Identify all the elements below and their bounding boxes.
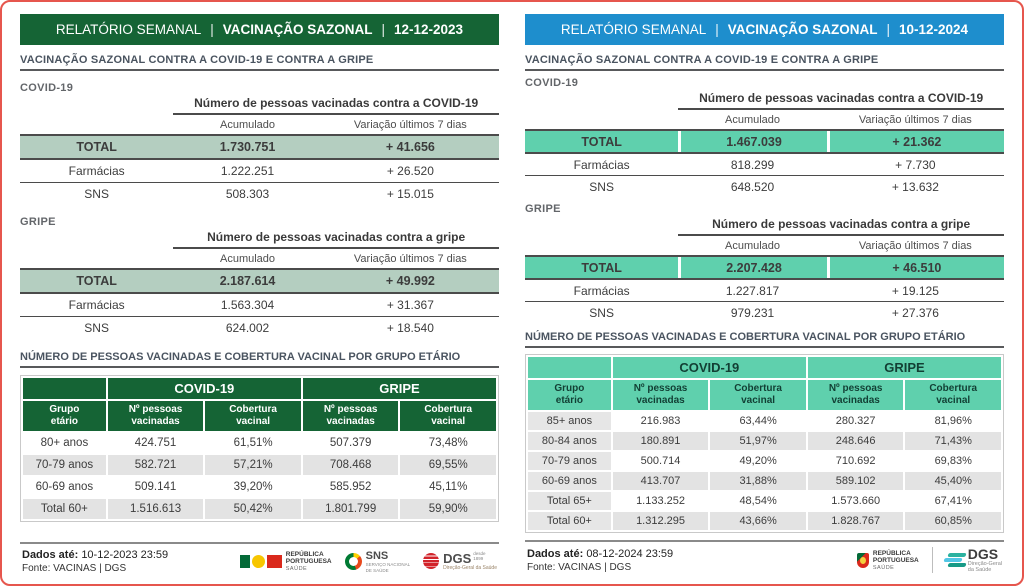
gripe-vacinadas-cell: 585.952: [303, 477, 399, 497]
row-variacao: + 15.015: [386, 187, 434, 201]
gripe-cobertura-cell: 71,43%: [905, 432, 1001, 450]
report-date: 12-12-2023: [394, 22, 464, 37]
row-label: TOTAL: [76, 140, 117, 154]
report-title-bold: VACINAÇÃO SAZONAL: [222, 22, 373, 37]
gripe-cobertura-cell: 73,48%: [400, 433, 496, 453]
report-title-regular: RELATÓRIO SEMANAL: [560, 22, 707, 37]
age-data-rows: [528, 412, 1001, 530]
col-acumulado: Acumulado: [724, 240, 781, 252]
covid-table-columns: [525, 110, 1004, 129]
gripe-label: GRIPE: [20, 216, 56, 228]
table-row: [20, 268, 499, 294]
row-label: SNS: [84, 321, 109, 335]
age-row: [23, 477, 496, 497]
covid-vacinadas-cell: 1.312.295: [613, 512, 709, 530]
age-group-cell: 80+ anos: [23, 433, 106, 453]
gripe-vacinadas-cell: 248.646: [808, 432, 904, 450]
gripe-cobertura-cell: 45,11%: [400, 477, 496, 497]
covid-vacinadas-cell: 413.707: [613, 472, 709, 490]
covid-cobertura-cell: 63,44%: [710, 412, 806, 430]
group-covid: COVID-19: [613, 357, 806, 378]
row-variacao: + 27.376: [891, 305, 939, 320]
covid-cobertura-cell: 51,97%: [710, 432, 806, 450]
col-variacao: Variação últimos 7 dias: [353, 253, 467, 265]
dados-ate-value: 10-12-2023 23:59: [81, 549, 169, 561]
age-group-header-row: [23, 378, 496, 399]
covid-table-rows: [20, 134, 499, 205]
age-col-header: Grupo etário: [23, 401, 106, 431]
gripe-label: GRIPE: [525, 203, 561, 215]
covid-cobertura-cell: 31,88%: [710, 472, 806, 490]
row-label: SNS: [589, 179, 614, 194]
fonte-label: Fonte: VACINAS | DGS: [527, 561, 632, 573]
covid-cobertura-cell: 49,20%: [710, 452, 806, 470]
portugal-shield-icon: [857, 553, 869, 568]
title-divider: |: [715, 22, 719, 37]
row-variacao: + 26.520: [386, 164, 434, 178]
age-col-header: Nº pessoas vacinadas: [613, 380, 709, 410]
age-group-cell: Total 65+: [528, 492, 611, 510]
row-label: TOTAL: [76, 274, 117, 288]
age-col-header-row: [528, 380, 1001, 410]
covid-table-rows: [525, 129, 1004, 197]
table-row: [525, 154, 1004, 176]
row-label: Farmácias: [573, 283, 630, 298]
table-row: [525, 280, 1004, 302]
table-row: [525, 302, 1004, 323]
covid-table-title: Número de pessoas vacinadas contra a COVID-19: [173, 96, 499, 115]
dgs-logo: DGS Direção-Geral da Saúde: [946, 547, 1002, 574]
age-row: [528, 452, 1001, 470]
age-group-cell: Total 60+: [23, 499, 106, 519]
age-col-header: Cobertura vacinal: [400, 401, 496, 431]
title-divider: |: [886, 22, 890, 37]
row-variacao: + 41.656: [385, 140, 435, 154]
row-acumulado: 818.299: [730, 157, 775, 172]
age-row: [23, 455, 496, 475]
dados-ate-label: Dados até:: [527, 547, 584, 560]
age-col-header: Nº pessoas vacinadas: [808, 380, 904, 410]
row-variacao: + 21.362: [827, 131, 1004, 152]
covid-vacinadas-cell: 180.891: [613, 432, 709, 450]
covid-cobertura-cell: 50,42%: [205, 499, 301, 519]
group-covid: COVID-19: [108, 378, 301, 399]
gripe-cobertura-cell: 69,55%: [400, 455, 496, 475]
table-row: [20, 134, 499, 160]
gripe-table-columns: [525, 236, 1004, 255]
col-acumulado: Acumulado: [219, 253, 276, 265]
portugal-flag-icon: [240, 555, 282, 568]
covid-label: COVID-19: [525, 77, 579, 89]
row-variacao: + 19.125: [891, 283, 939, 298]
row-acumulado: 1.467.039: [678, 131, 826, 152]
age-group-cell: 80-84 anos: [528, 432, 611, 450]
age-row: [23, 433, 496, 453]
gripe-vacinadas-cell: 1.573.660: [808, 492, 904, 510]
row-label: SNS: [589, 305, 614, 320]
table-row: [525, 129, 1004, 154]
gripe-cobertura-cell: 45,40%: [905, 472, 1001, 490]
gripe-table-title: Número de pessoas vacinadas contra a gripe: [678, 217, 1004, 236]
col-variacao: Variação últimos 7 dias: [353, 119, 467, 131]
col-acumulado: Acumulado: [219, 119, 276, 131]
gripe-vacinadas-cell: 1.828.767: [808, 512, 904, 530]
row-acumulado: 1.222.251: [220, 164, 275, 178]
title-divider: |: [381, 22, 385, 37]
republica-portuguesa-logo: REPÚBLICA PORTUGUESA SAÚDE: [240, 551, 332, 572]
row-acumulado: 624.002: [225, 321, 270, 335]
footer-meta: [527, 548, 673, 573]
covid-cobertura-cell: 57,21%: [205, 455, 301, 475]
footer: [20, 542, 499, 576]
age-group-cell: 60-69 anos: [528, 472, 611, 490]
age-group-cell: 70-79 anos: [528, 452, 611, 470]
gripe-vacinadas-cell: 280.327: [808, 412, 904, 430]
logo-divider: [932, 547, 933, 573]
row-label: SNS: [84, 187, 109, 201]
covid-table-title: Número de pessoas vacinadas contra a COVID-19: [678, 91, 1004, 110]
covid-label: COVID-19: [20, 82, 74, 94]
dgs-globe-icon: [423, 553, 439, 569]
report-title-regular: RELATÓRIO SEMANAL: [55, 22, 202, 37]
age-col-header: Cobertura vacinal: [205, 401, 301, 431]
table-row: [20, 160, 499, 183]
title-divider: |: [210, 22, 214, 37]
gripe-table-title: Número de pessoas vacinadas contra a gripe: [173, 230, 499, 249]
sns-logo: SNS SERVIÇO NACIONAL DE SAÚDE: [345, 550, 410, 573]
gripe-table: [525, 217, 1004, 323]
col-acumulado: Acumulado: [724, 114, 781, 126]
gripe-cobertura-cell: 67,41%: [905, 492, 1001, 510]
gripe-vacinadas-cell: 589.102: [808, 472, 904, 490]
section-title: VACINAÇÃO SAZONAL CONTRA A COVID-19 E CONTRA A GRIPE: [525, 54, 1004, 71]
covid-vacinadas-cell: 1.516.613: [108, 499, 204, 519]
republica-portuguesa-logo: REPÚBLICA PORTUGUESA SAÚDE: [857, 550, 919, 571]
age-col-header: Cobertura vacinal: [905, 380, 1001, 410]
row-acumulado: 979.231: [730, 305, 775, 320]
dados-ate-value: 08-12-2024 23:59: [586, 547, 674, 560]
covid-table: [525, 91, 1004, 197]
footer: [525, 540, 1004, 576]
covid-vacinadas-cell: 1.133.252: [613, 492, 709, 510]
report-title-bar: [20, 14, 499, 45]
age-col-header-row: [23, 401, 496, 431]
age-row: [528, 512, 1001, 530]
corner-cell: [528, 357, 611, 378]
covid-vacinadas-cell: 500.714: [613, 452, 709, 470]
report-title-bold: VACINAÇÃO SAZONAL: [727, 22, 878, 37]
gripe-cobertura-cell: 60,85%: [905, 512, 1001, 530]
gripe-cobertura-cell: 69,83%: [905, 452, 1001, 470]
gripe-table-rows: [525, 255, 1004, 323]
gripe-table: [20, 230, 499, 339]
age-data-rows: [23, 433, 496, 519]
gripe-vacinadas-cell: 507.379: [303, 433, 399, 453]
age-col-header: Cobertura vacinal: [710, 380, 806, 410]
age-table: [20, 375, 499, 522]
dgs-waves-icon: [946, 553, 964, 567]
covid-cobertura-cell: 61,51%: [205, 433, 301, 453]
age-section-title: NÚMERO DE PESSOAS VACINADAS E COBERTURA VACINAL POR GRUPO ETÁRIO: [525, 331, 1004, 348]
report-panel-2024: [525, 14, 1004, 576]
age-table: [525, 354, 1004, 533]
covid-vacinadas-cell: 216.983: [613, 412, 709, 430]
age-row: [23, 499, 496, 519]
col-variacao: Variação últimos 7 dias: [858, 114, 972, 126]
row-label: Farmácias: [573, 157, 630, 172]
group-gripe: GRIPE: [808, 357, 1001, 378]
table-row: [20, 317, 499, 339]
row-acumulado: 1.227.817: [725, 283, 780, 298]
dgs-logo: DGS desde 1899 Direção-Geral da Saúde: [423, 552, 497, 572]
age-row: [528, 412, 1001, 430]
age-col-header: Nº pessoas vacinadas: [108, 401, 204, 431]
table-row: [525, 176, 1004, 197]
col-variacao: Variação últimos 7 dias: [858, 240, 972, 252]
covid-vacinadas-cell: 582.721: [108, 455, 204, 475]
age-row: [528, 492, 1001, 510]
age-row: [528, 472, 1001, 490]
row-acumulado: 508.303: [225, 187, 270, 201]
report-panel-2023: [20, 14, 499, 576]
row-variacao: + 49.992: [385, 274, 435, 288]
gripe-cobertura-cell: 81,96%: [905, 412, 1001, 430]
row-variacao: + 46.510: [827, 257, 1004, 278]
row-variacao: + 31.367: [386, 298, 434, 312]
age-group-cell: 85+ anos: [528, 412, 611, 430]
row-label: Farmácias: [68, 164, 125, 178]
report-date: 10-12-2024: [899, 22, 969, 37]
row-acumulado: 648.520: [730, 179, 775, 194]
covid-vacinadas-cell: 424.751: [108, 433, 204, 453]
row-acumulado: 1.563.304: [220, 298, 275, 312]
age-col-header: Nº pessoas vacinadas: [303, 401, 399, 431]
group-gripe: GRIPE: [303, 378, 496, 399]
age-row: [528, 432, 1001, 450]
gripe-cobertura-cell: 59,90%: [400, 499, 496, 519]
age-group-cell: 70-79 anos: [23, 455, 106, 475]
covid-vacinadas-cell: 509.141: [108, 477, 204, 497]
row-variacao: + 13.632: [891, 179, 939, 194]
table-row: [20, 183, 499, 205]
covid-table: [20, 96, 499, 205]
covid-cobertura-cell: 43,66%: [710, 512, 806, 530]
report-title-bar: [525, 14, 1004, 45]
age-col-header: Grupo etário: [528, 380, 611, 410]
row-variacao: + 18.540: [386, 321, 434, 335]
dados-ate-label: Dados até:: [22, 549, 79, 561]
row-label: TOTAL: [581, 260, 622, 275]
table-row: [20, 294, 499, 317]
section-title: VACINAÇÃO SAZONAL CONTRA A COVID-19 E CONTRA A GRIPE: [20, 54, 499, 71]
gripe-table-rows: [20, 268, 499, 339]
age-group-cell: 60-69 anos: [23, 477, 106, 497]
row-label: TOTAL: [581, 134, 622, 149]
sns-ring-icon: [345, 553, 362, 570]
gripe-vacinadas-cell: 708.468: [303, 455, 399, 475]
row-acumulado: 1.730.751: [219, 140, 276, 154]
covid-cobertura-cell: 48,54%: [710, 492, 806, 510]
row-acumulado: 2.187.614: [219, 274, 276, 288]
row-acumulado: 2.207.428: [678, 257, 826, 278]
footer-logos: [857, 547, 1002, 574]
fonte-label: Fonte: VACINAS | DGS: [22, 563, 127, 574]
covid-cobertura-cell: 39,20%: [205, 477, 301, 497]
age-group-cell: Total 60+: [528, 512, 611, 530]
table-row: [525, 255, 1004, 280]
gripe-table-columns: [20, 249, 499, 268]
corner-cell: [23, 378, 106, 399]
age-group-header-row: [528, 357, 1001, 378]
footer-meta: [22, 549, 168, 574]
row-label: Farmácias: [68, 298, 125, 312]
gripe-vacinadas-cell: 710.692: [808, 452, 904, 470]
age-section-title: NÚMERO DE PESSOAS VACINADAS E COBERTURA VACINAL POR GRUPO ETÁRIO: [20, 351, 499, 368]
covid-table-columns: [20, 115, 499, 134]
row-variacao: + 7.730: [895, 157, 936, 172]
gripe-vacinadas-cell: 1.801.799: [303, 499, 399, 519]
footer-logos: [240, 550, 497, 573]
